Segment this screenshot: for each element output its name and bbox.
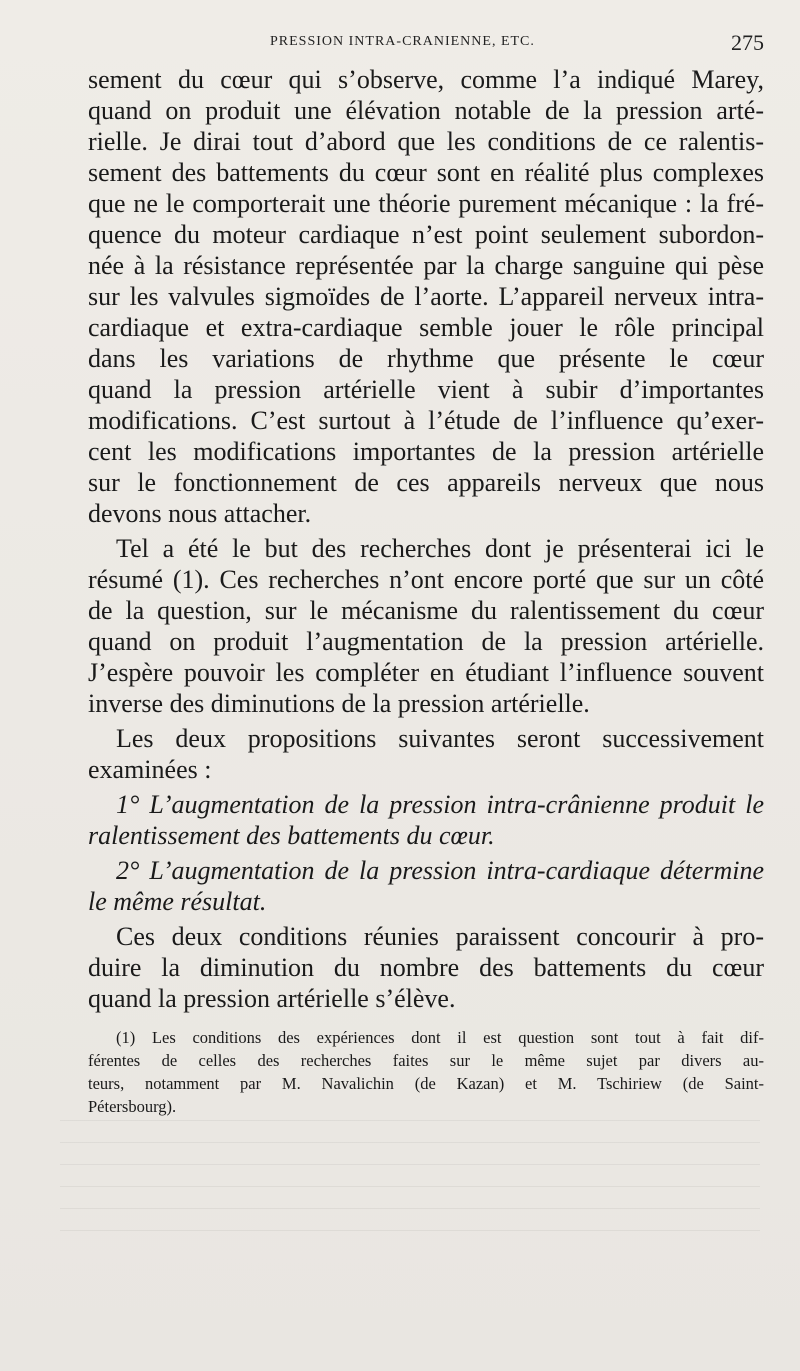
text-line: quand la pression artérielle vient à subir d’importantes bbox=[88, 375, 764, 404]
text-line: cardiaque et extra-cardiaque semble jouer le rôle principal bbox=[88, 313, 764, 342]
text-line: le même résultat. bbox=[88, 887, 267, 916]
text-line: quand la pression artérielle s’élève. bbox=[88, 984, 456, 1013]
footnote bbox=[88, 1026, 764, 1118]
text-line: rielle. Je dirai tout d’abord que les conditions de ce ralentis- bbox=[88, 127, 764, 156]
footnote-line: férentes de celles des recherches faites sur le même sujet par divers au- bbox=[88, 1051, 764, 1070]
text-line: modifications. C’est surtout à l’étude de l’influence qu’exer- bbox=[88, 406, 764, 435]
text-line: 1° L’augmentation de la pression intra-crânienne produit le bbox=[116, 790, 764, 819]
text-line: Tel a été le but des recherches dont je présenterai ici le bbox=[116, 534, 764, 563]
text-line: Les deux propositions suivantes seront successivement bbox=[116, 724, 764, 753]
text-line: de la question, sur le mécanisme du ralentissement du cœur bbox=[88, 596, 764, 625]
paragraph bbox=[88, 921, 764, 1014]
paragraph bbox=[88, 723, 764, 785]
text-line: résumé (1). Ces recherches n’ont encore porté que sur un côté bbox=[88, 565, 764, 594]
paragraph bbox=[88, 64, 764, 529]
text-line: sur les valvules sigmoïdes de l’aorte. L’appareil nerveux intra- bbox=[88, 282, 764, 311]
proposition-2 bbox=[88, 855, 764, 917]
paragraph bbox=[88, 533, 764, 719]
text-line: quence du moteur cardiaque n’est point seulement subordon- bbox=[88, 220, 764, 249]
page-header bbox=[88, 30, 764, 60]
running-head: PRESSION INTRA-CRANIENNE, ETC. bbox=[270, 34, 535, 49]
footnote-line: teurs, notamment par M. Navalichin (de Kazan) et M. Tschiriew (de Saint- bbox=[88, 1074, 764, 1093]
text-line: sur le fonctionnement de ces appareils nerveux que nous bbox=[88, 468, 764, 497]
text-line: née à la résistance représentée par la charge sanguine qui pèse bbox=[88, 251, 764, 280]
text-line: devons nous attacher. bbox=[88, 499, 312, 528]
text-line: duire la diminution du nombre des battements du cœur bbox=[88, 953, 764, 982]
page-number: 275 bbox=[731, 30, 764, 55]
text-line: dans les variations de rhythme que présente le cœur bbox=[88, 344, 764, 373]
text-line: quand on produit une élévation notable de la pression arté- bbox=[88, 96, 764, 125]
footnote-line: Pétersbourg). bbox=[88, 1097, 177, 1116]
text-line: cent les modifications importantes de la pression artérielle bbox=[88, 437, 764, 466]
text-line: J’espère pouvoir les compléter en étudiant l’influence souvent bbox=[88, 658, 764, 687]
text-line: sement du cœur qui s’observe, comme l’a indiqué Marey, bbox=[88, 65, 764, 94]
footnote-line: (1) Les conditions des expériences dont il est question sont tout à fait dif- bbox=[116, 1028, 764, 1047]
text-line: ralentissement des battements du cœur. bbox=[88, 821, 495, 850]
body-text bbox=[88, 64, 764, 1014]
text-line: Ces deux conditions réunies paraissent concourir à pro- bbox=[116, 922, 764, 951]
proposition-1 bbox=[88, 789, 764, 851]
text-line: 2° L’augmentation de la pression intra-cardiaque détermine bbox=[116, 856, 764, 885]
text-line: quand on produit l’augmentation de la pression artérielle. bbox=[88, 627, 764, 656]
text-line: sement des battements du cœur sont en réalité plus complexes bbox=[88, 158, 764, 187]
text-line: que ne le comporterait une théorie purement mécanique : la fré- bbox=[88, 189, 764, 218]
text-line: examinées : bbox=[88, 755, 212, 784]
bleed-through-texture bbox=[60, 1120, 760, 1240]
text-line: inverse des diminutions de la pression artérielle. bbox=[88, 689, 590, 718]
